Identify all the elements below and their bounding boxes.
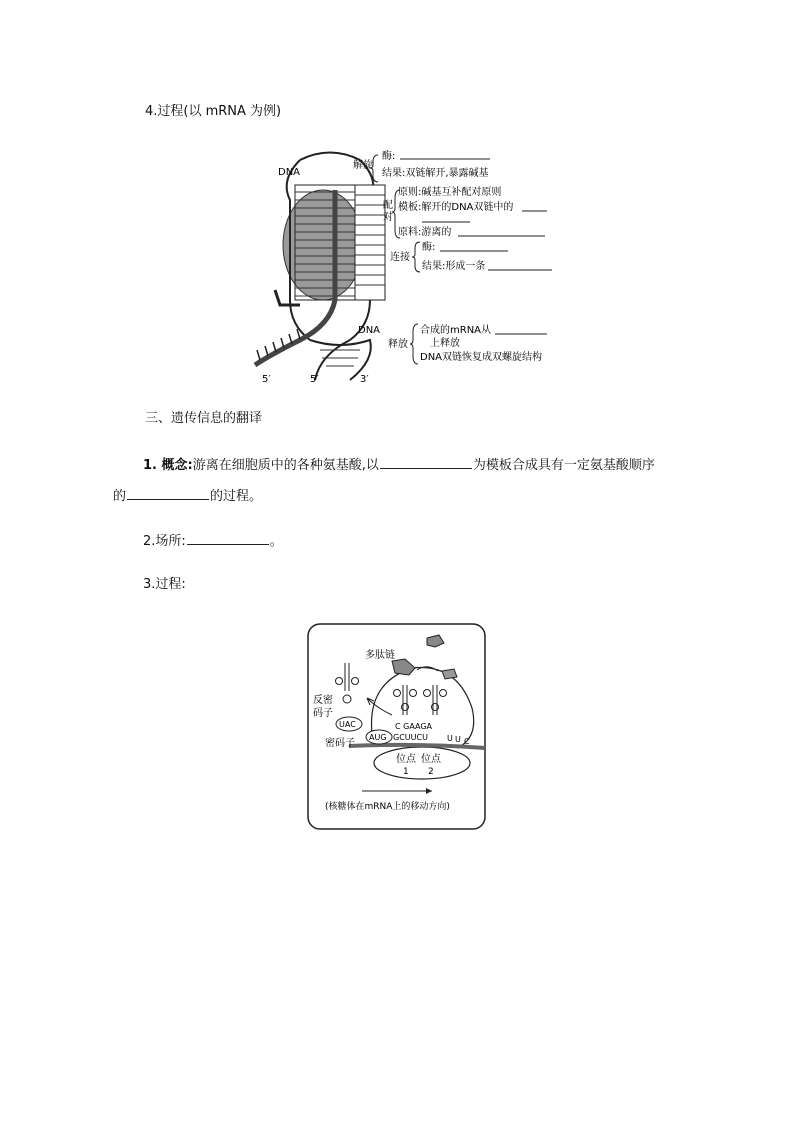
note-pair-principle: 原则:碱基互补配对原则: [398, 187, 502, 198]
note-release-1: 合成的mRNA从: [420, 325, 492, 336]
rna-pol-arm: [275, 290, 300, 305]
label-5-prime-b: 5′: [310, 374, 319, 385]
transcription-diagram: [240, 150, 570, 390]
process-label: 3.过程:: [143, 577, 186, 592]
section-3-heading: 三、遗传信息的翻译: [145, 411, 263, 426]
note-pair-template: 模板:解开的DNA双链中的: [398, 202, 514, 213]
brace-release: [410, 324, 418, 364]
note-release-3: DNA双链恢复成双螺旋结构: [420, 352, 543, 363]
site-1-label: 位点: [396, 754, 416, 765]
label-dna-top: DNA: [278, 167, 301, 178]
site-label: 2.场所:: [143, 534, 186, 549]
anticodon-uac: UAC: [339, 720, 356, 729]
note-unwind-enzyme: 酶:: [382, 151, 396, 162]
concept-blank-1[interactable]: [380, 455, 472, 469]
tail-u1: U: [447, 734, 453, 743]
site-line: [143, 531, 283, 551]
site-2-number: 2: [428, 767, 434, 777]
section-4-title: 4.过程(以 mRNA 为例): [145, 104, 282, 119]
label-unwind: 解旋: [353, 160, 373, 171]
concept-text-4: 的过程。: [210, 489, 263, 504]
label-link: 连接: [390, 252, 410, 263]
sequence-bottom: GCUUCU: [393, 733, 428, 742]
helix-bottom-rungs: [320, 350, 360, 366]
translation-diagram: [307, 623, 487, 831]
helix-top: [300, 153, 360, 161]
concept-text-2: 为模板合成具有一定氨基酸顺序: [472, 458, 655, 473]
brace-link: [412, 242, 420, 272]
concept-line-2: [113, 486, 262, 506]
label-anticodon-b: 码子: [313, 708, 333, 719]
label-dna-bottom: DNA: [358, 325, 381, 336]
site-2-label: 位点: [421, 754, 441, 765]
note-link-enzyme: 酶:: [422, 242, 436, 253]
label-pairing-a: 配: [383, 200, 393, 211]
concept-blank-2[interactable]: [127, 486, 209, 500]
figure-caption: (核糖体在mRNA上的移动方向): [325, 802, 450, 812]
note-unwind-result: 结果:双链解开,暴露碱基: [382, 168, 489, 179]
note-pair-material: 原料:游离的: [398, 227, 452, 238]
label-release: 释放: [388, 339, 408, 350]
right-ladder: [355, 185, 385, 300]
site-1-number: 1: [403, 767, 409, 777]
tail-u2: U: [455, 735, 461, 744]
site-end: 。: [269, 534, 283, 549]
amino-acid-incoming: [442, 669, 457, 679]
note-release-2: 上释放: [430, 338, 460, 349]
label-3-prime: 3′: [360, 374, 369, 385]
label-codon: 密码子: [325, 738, 355, 749]
concept-text-1: 游离在细胞质中的各种氨基酸,以: [192, 458, 379, 473]
tail-c: C: [464, 737, 470, 746]
note-link-result: 结果:形成一条: [422, 261, 486, 272]
helix-bottom-b: [315, 340, 350, 380]
label-5-prime-a: 5′: [262, 374, 271, 385]
concept-text-3: 的: [113, 489, 127, 504]
label-anticodon-a: 反密: [313, 695, 333, 706]
codon-aug: AUG: [369, 733, 387, 742]
sequence-top: C GAAGA: [395, 722, 433, 731]
concept-label: 1. 概念:: [143, 458, 193, 473]
label-polypeptide: 多肽链: [365, 650, 395, 661]
concept-line-1: [143, 455, 655, 475]
label-pairing-b: 对: [383, 212, 393, 223]
site-blank[interactable]: [187, 531, 269, 545]
